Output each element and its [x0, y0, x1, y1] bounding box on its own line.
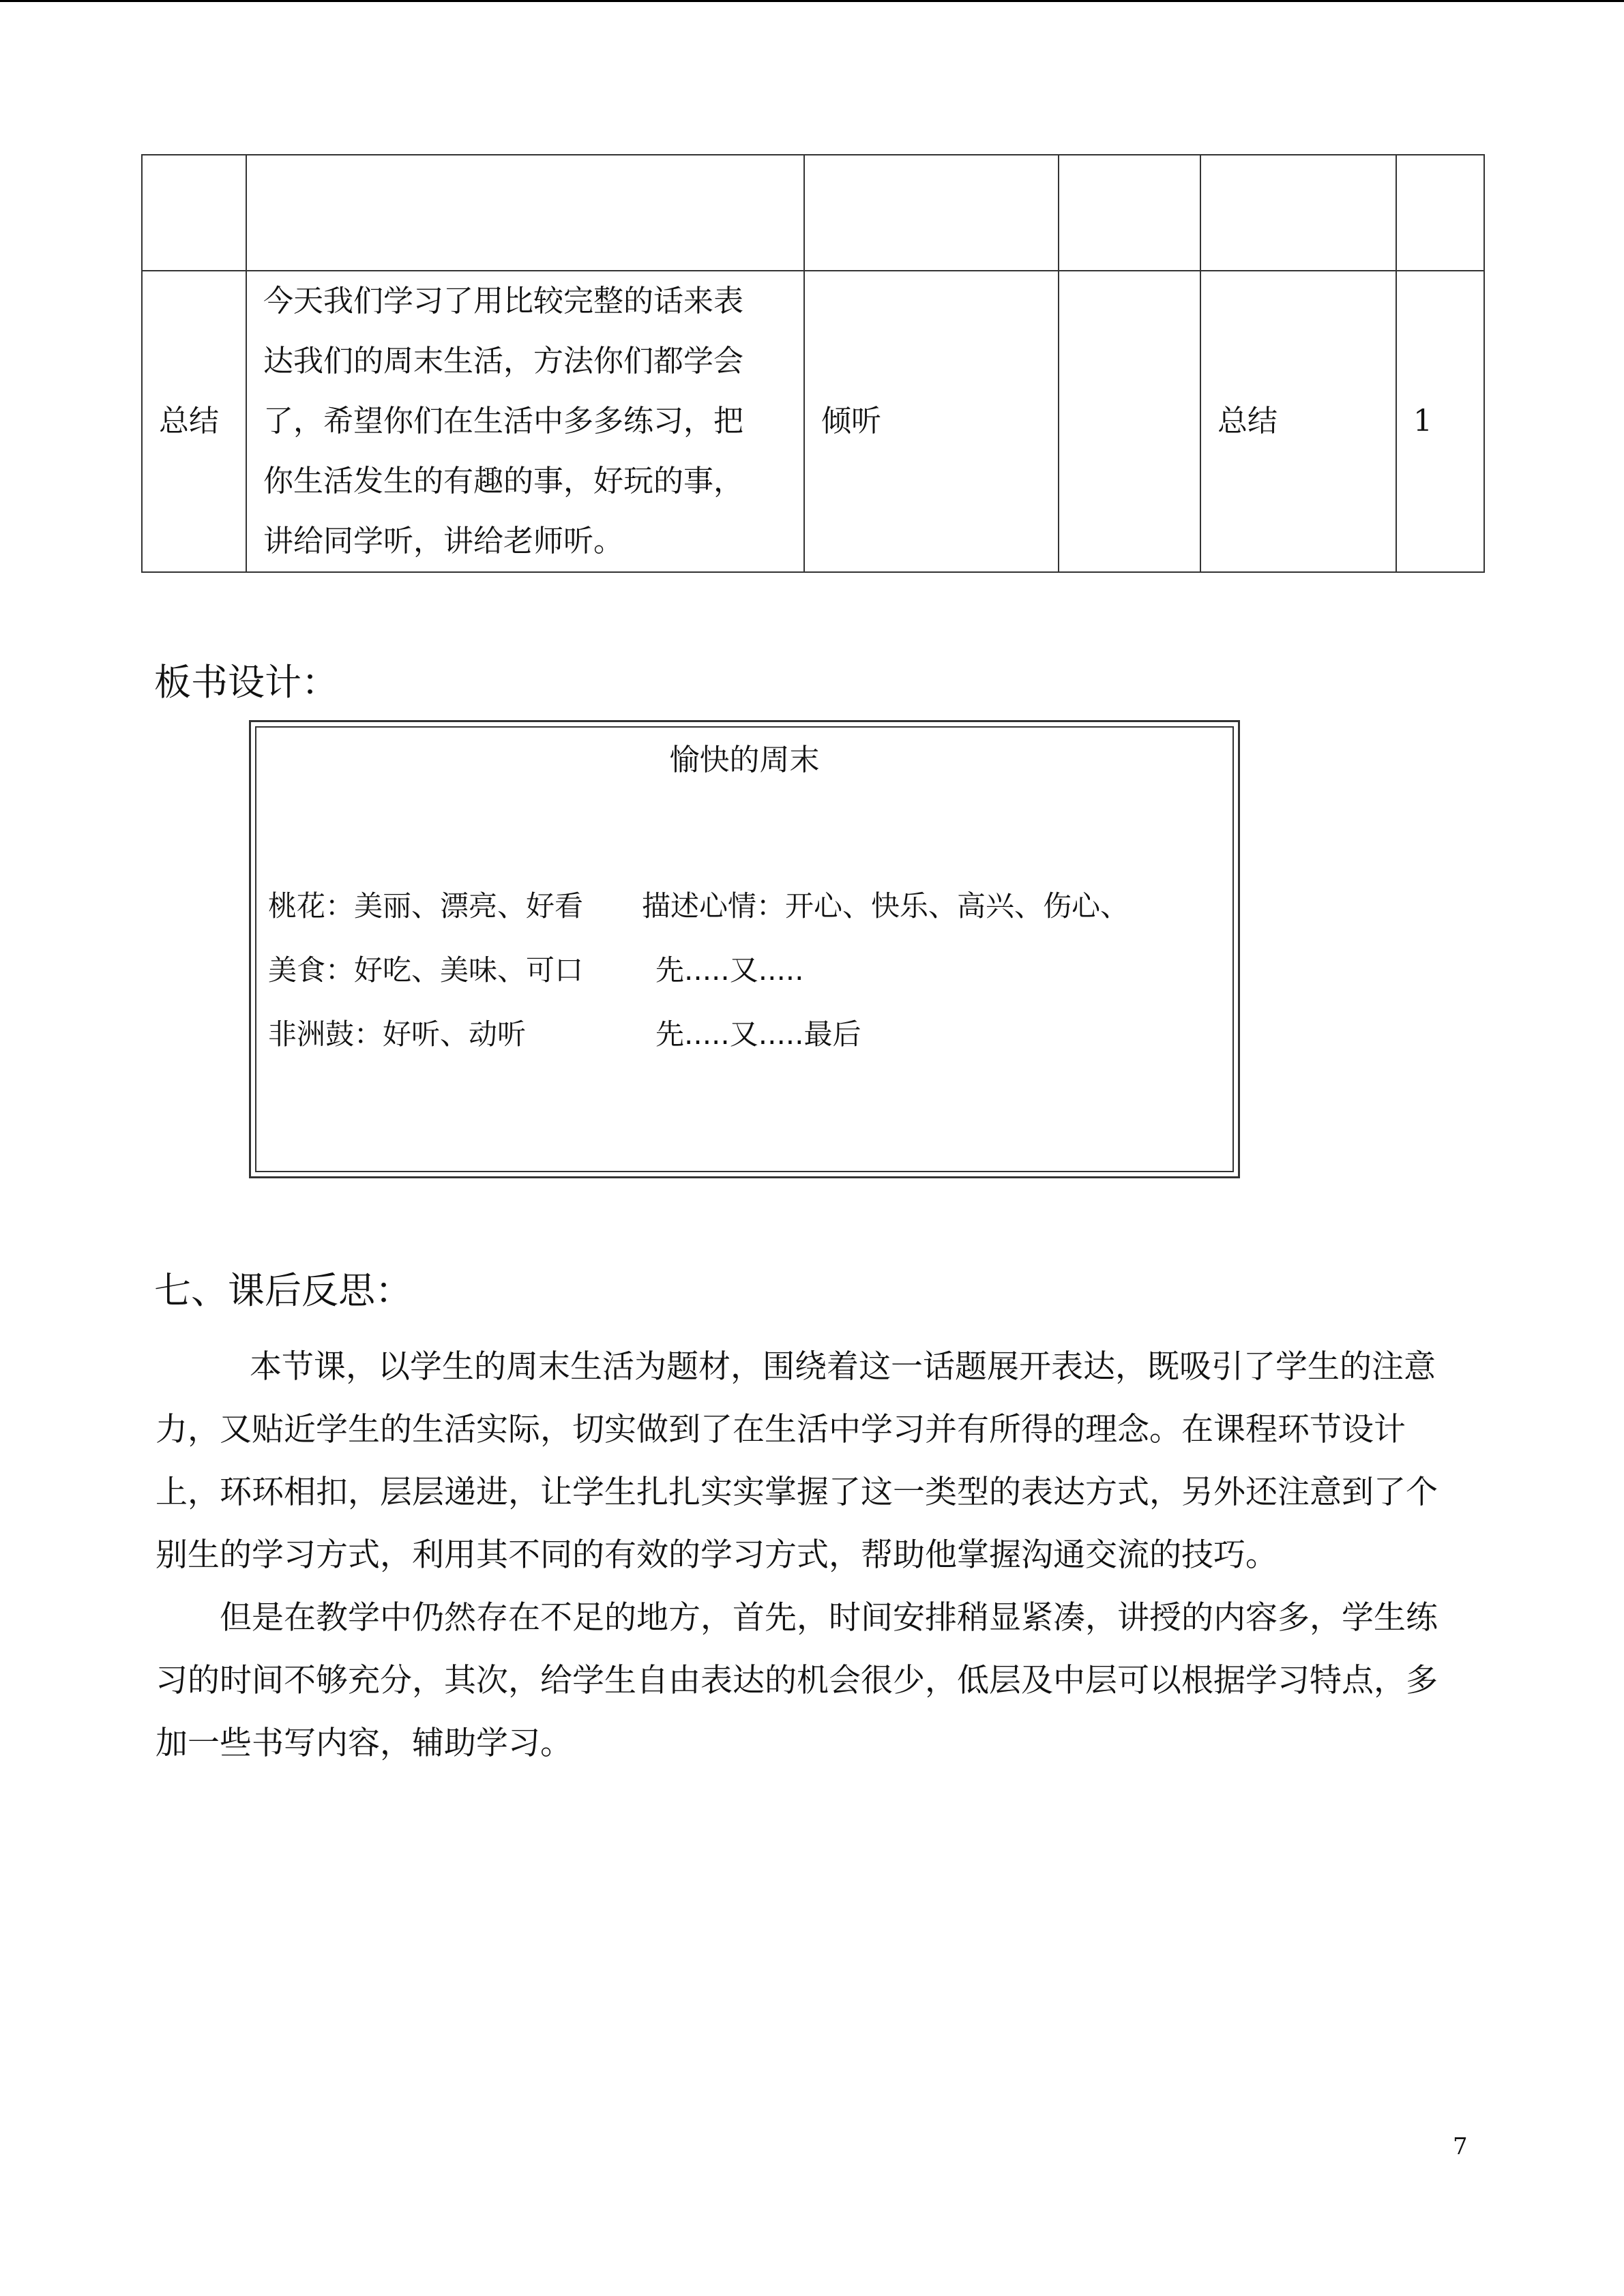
table-cell	[142, 155, 246, 271]
board-line-right: 先.....又.....最后	[655, 1017, 861, 1051]
board-line-left: 桃花：美丽、漂亮、好看	[268, 889, 584, 923]
page-top-rule	[0, 0, 1624, 2]
reflection-line: 力，又贴近学生的生活实际，切实做到了在生活中学习并有所得的理念。在课程环节设计	[156, 1411, 1406, 1448]
page-number: 7	[1453, 2133, 1468, 2160]
reflection-line: 上，环环相扣，层层递进，让学生扎扎实实掌握了这一类型的表达方式，另外还注意到了个	[156, 1474, 1438, 1511]
table-row-empty	[142, 155, 1484, 271]
level-cell	[1059, 271, 1200, 572]
board-line-right: 先.....又.....	[655, 953, 804, 987]
table-cell	[1396, 155, 1484, 271]
board-design-box	[249, 720, 1240, 1178]
teacher-activity-line: 今天我们学习了用比较完整的话来表	[263, 284, 743, 318]
board-design-heading: 板书设计：	[154, 661, 338, 704]
student-activity-cell: 倾听	[804, 271, 1059, 572]
lesson-plan-table	[141, 154, 1485, 573]
board-design-inner-border	[255, 726, 1234, 1172]
reflection-line: 本节课，以学生的周末生活为题材，围绕着这一话题展开表达，既吸引了学生的注意	[250, 1348, 1436, 1386]
table-cell	[1059, 155, 1200, 271]
reflection-paragraph-2	[156, 1587, 1465, 1775]
reflection-line: 加一些书写内容，辅助学习。	[156, 1725, 572, 1762]
board-line-left: 非洲鼓：好听、动听	[268, 1017, 527, 1051]
stage-cell: 总结	[142, 271, 246, 572]
table-cell	[1200, 155, 1396, 271]
teacher-activity-line: 了，希望你们在生活中多多练习，把	[263, 404, 743, 438]
reflection-paragraph-1	[156, 1336, 1465, 1587]
table-row-summary	[142, 271, 1484, 572]
teacher-activity-cell	[246, 271, 804, 572]
reflection-line: 习的时间不够充分，其次，给学生自由表达的机会很少，低层及中层可以根据学习特点，多	[156, 1662, 1438, 1699]
teacher-activity-line: 讲给同学听，讲给老师听。	[263, 524, 623, 558]
table-cell	[246, 155, 804, 271]
table-cell	[804, 155, 1059, 271]
minutes-cell: 1	[1396, 271, 1484, 572]
reflection-line: 但是在教学中仍然存在不足的地方，首先，时间安排稍显紧凑，讲授的内容多，学生练	[220, 1599, 1438, 1637]
intent-cell: 总结	[1200, 271, 1396, 572]
reflection-heading: 七、课后反思：	[154, 1269, 412, 1312]
board-title: 愉快的周末	[669, 743, 820, 777]
board-line-right: 描述心情：开心、快乐、高兴、伤心、	[642, 889, 1130, 923]
board-line-left: 美食：好吃、美味、可口	[268, 953, 584, 987]
teacher-activity-line: 达我们的周末生活，方法你们都学会	[263, 344, 743, 378]
reflection-line: 别生的学习方式，利用其不同的有效的学习方式，帮助他掌握沟通交流的技巧。	[156, 1536, 1278, 1574]
teacher-activity-line: 你生活发生的有趣的事，好玩的事，	[263, 464, 743, 498]
